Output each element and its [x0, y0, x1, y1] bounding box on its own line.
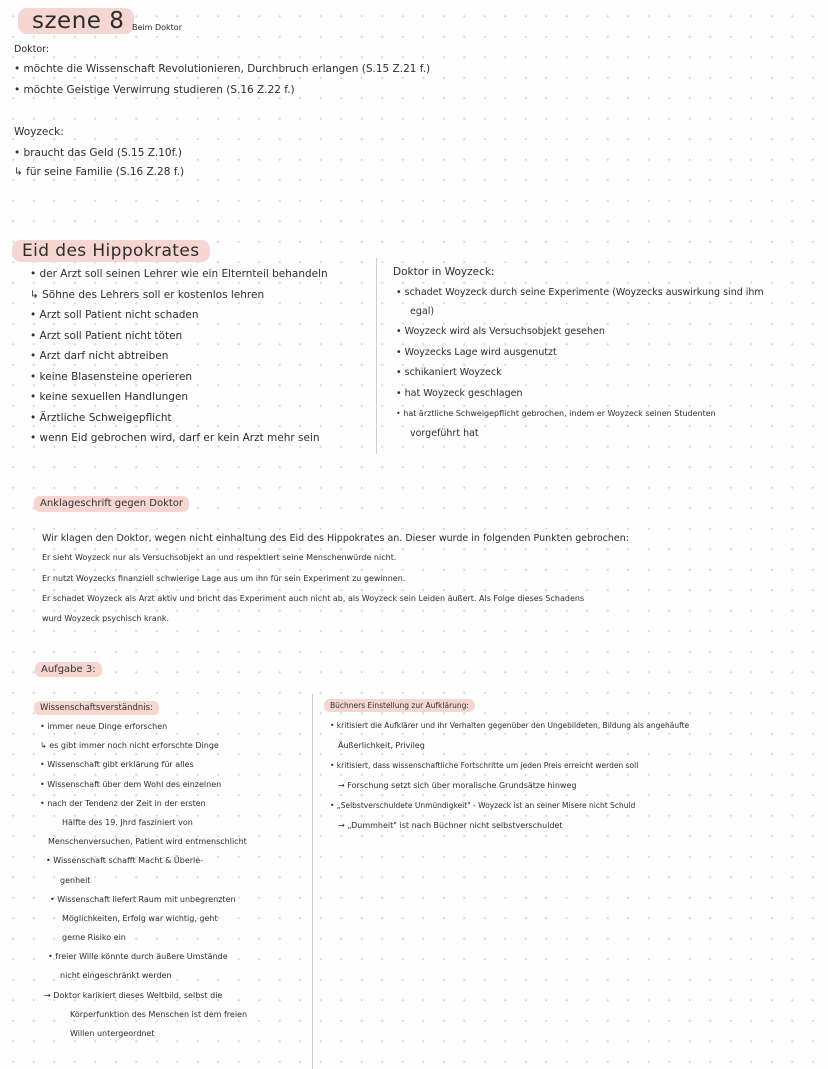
doktor-in-woyzeck-item: • schikaniert Woyzeck: [396, 367, 502, 378]
doktor-item-1: • möchte die Wissenschaft Revolutionieren, Durchbruch erlangen (S.15 Z.21 f.): [14, 63, 431, 75]
column-divider: [312, 694, 313, 1069]
wissenschaft-item: • Wissenschaft über dem Wohl des einzelnen: [40, 779, 222, 789]
wissenschaft-item: • freier Wille könnte durch äußere Umstände: [48, 952, 228, 962]
wissenschaft-item: Hälfte des 19. Jhrd fasziniert von: [62, 817, 193, 827]
wissenschaft-item: Menschenversuchen, Patient wird entmenschlicht: [48, 837, 247, 847]
doktor-in-woyzeck-item: • Woyzecks Lage wird ausgenutzt: [396, 346, 557, 358]
section-heading-aufgabe: Aufgabe 3:: [35, 662, 102, 677]
anklage-line: Wir klagen den Doktor, wegen nicht einhaltung des Eid des Hippokrates an. Dieser wurde in folgenden Punkten gebrochen:: [42, 533, 629, 544]
doktor-in-woyzeck-title: Doktor in Woyzeck:: [393, 266, 495, 278]
buechner-item: → Forschung setzt sich über moralische Grundsätze hinweg: [338, 781, 577, 790]
wissenschaft-item: nicht eingeschränkt werden: [60, 971, 172, 981]
anklage-line: Er nutzt Woyzecks finanziell schwierige Lage aus um ihn für sein Experiment zu gewinnen.: [42, 574, 406, 583]
buechner-item: Äußerlichkeit, Privileg: [338, 741, 425, 750]
wissenschaft-item: genheit: [60, 875, 91, 885]
wissenschaft-item: Willen untergeordnet: [70, 1029, 155, 1038]
section-heading-anklage: Anklageschrift gegen Doktor: [34, 496, 189, 512]
woyzeck-item-1: • braucht das Geld (S.15 Z.10f.): [14, 147, 182, 159]
wissenschaft-item: Körperfunktion des Menschen ist dem freien: [70, 1009, 248, 1019]
buechner-item: • kritisiert, dass wissenschaftliche Fortschritte um jeden Preis erreicht werden soll: [330, 761, 639, 770]
buechner-list: [330, 720, 689, 840]
page-subtitle: Beim Doktor: [132, 23, 182, 32]
buechner-item: • kritisiert die Aufklärer und ihr Verhalten gegenüber den Ungebildeten, Bildung als angehäufte: [330, 721, 690, 730]
doktor-item-2: • möchte Geistige Verwirrung studieren (S.16 Z.22 f.): [14, 84, 295, 96]
woyzeck-label: Woyzeck:: [14, 126, 64, 138]
wissenschaft-item: • Wissenschaft schafft Macht & Überle-: [46, 856, 204, 866]
wissenschaft-item: • immer neue Dinge erforschen: [40, 722, 168, 731]
woyzeck-item-2: ↳ für seine Familie (S.16 Z.28 f.): [14, 166, 185, 178]
eid-item: • Arzt soll Patient nicht töten: [30, 329, 183, 342]
eid-item: • keine Blasensteine operieren: [30, 370, 193, 383]
wissenschaft-item: • Wissenschaft liefert Raum mit unbegrenzten: [50, 894, 236, 904]
anklage-line: Er sieht Woyzeck nur als Versuchsobjekt an und respektiert seine Menschenwürde nicht.: [42, 553, 397, 562]
anklage-line: Er schadet Woyzeck als Arzt aktiv und bricht das Experiment auch nicht ab, als Woyzeck sein Leiden äußert. Als Folge dieses Schadens: [42, 594, 585, 603]
wissenschaft-item: • Wissenschaft gibt erklärung für alles: [40, 760, 194, 770]
wissenschaft-list: [40, 721, 247, 1047]
doktor-in-woyzeck-item: vorgeführt hat: [410, 428, 479, 439]
eid-item: ↳ Söhne des Lehrers soll er kostenlos lehren: [30, 288, 265, 301]
wissenschaft-item: → Doktor karikiert dieses Weltbild, selbst die: [44, 990, 223, 1000]
anklage-line: wurd Woyzeck psychisch krank.: [42, 614, 170, 623]
doktor-in-woyzeck-item: • hat Woyzeck geschlagen: [396, 387, 523, 399]
buechner-heading: Büchners Einstellung zur Aufklärung:: [324, 699, 475, 712]
wissenschaft-heading: Wissenschaftsverständnis:: [34, 701, 159, 715]
wissenschaft-item: • nach der Tendenz der Zeit in der ersten: [40, 798, 206, 808]
eid-item: • Arzt darf nicht abtreiben: [30, 350, 169, 362]
buechner-item: → „Dummheit" ist nach Büchner nicht selbstverschuldet: [338, 821, 563, 830]
column-divider: [376, 258, 377, 454]
wissenschaft-item: ↳ es gibt immer noch nicht erforschte Dinge: [40, 741, 219, 751]
doktor-label: Doktor:: [14, 44, 50, 55]
section-heading-eid: Eid des Hippokrates: [12, 240, 210, 262]
wissenschaft-item: gerne Risiko ein: [62, 933, 126, 943]
buechner-item: • „Selbstverschuldete Unmündigkeit" - Woyzeck ist an seiner Misere nicht Schuld: [330, 801, 636, 810]
page-title: szene 8: [18, 8, 134, 34]
doktor-in-woyzeck-item: egal): [410, 306, 435, 317]
doktor-in-woyzeck-item: • schadet Woyzeck durch seine Experimente (Woyzecks auswirkung sind ihm: [396, 287, 764, 298]
eid-item: • wenn Eid gebrochen wird, darf er kein Arzt mehr sein: [30, 432, 320, 444]
eid-item: • Arzt soll Patient nicht schaden: [30, 309, 199, 321]
wissenschaft-item: Möglichkeiten, Erfolg war wichtig, geht: [62, 913, 218, 923]
doktor-in-woyzeck-list: [396, 287, 764, 448]
anklage-text: [42, 533, 629, 633]
eid-item: • keine sexuellen Handlungen: [30, 391, 189, 403]
eid-item: • der Arzt soll seinen Lehrer wie ein Elternteil behandeln: [30, 268, 328, 280]
doktor-in-woyzeck-item: • Woyzeck wird als Versuchsobjekt gesehen: [396, 326, 605, 337]
doktor-in-woyzeck-item: • hat ärztliche Schweigepflicht gebrochen, indem er Woyzeck seinen Studenten: [396, 409, 716, 418]
eid-left-list: [30, 268, 328, 453]
eid-item: • Ärztliche Schweigepflicht: [30, 411, 172, 424]
